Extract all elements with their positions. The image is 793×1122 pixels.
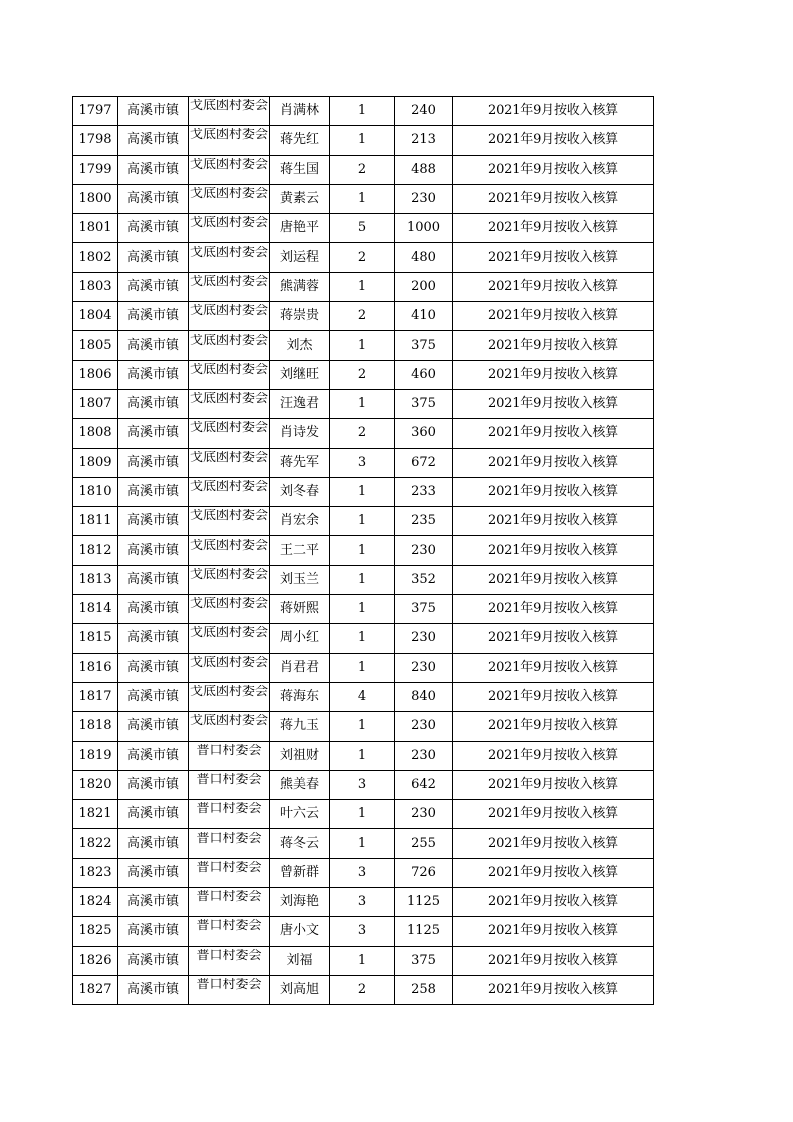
note-cell: 2021年9月按收入核算 — [453, 682, 654, 711]
table-row — [73, 302, 654, 331]
row-number-cell: 1807 — [73, 389, 118, 418]
person-name-cell: 刘冬春 — [270, 477, 330, 506]
note-cell: 2021年9月按收入核算 — [453, 272, 654, 301]
village-committee-label: 戈底凼村委会 — [189, 362, 268, 377]
village-committee-cell — [189, 888, 270, 917]
table-row — [73, 331, 654, 360]
household-count-cell: 1 — [330, 389, 395, 418]
row-number-cell: 1821 — [73, 800, 118, 829]
village-committee-label: 戈底凼村委会 — [189, 597, 268, 612]
note-cell: 2021年9月按收入核算 — [453, 741, 654, 770]
village-committee-cell — [189, 184, 270, 213]
person-name-cell: 蒋冬云 — [270, 829, 330, 858]
person-name-cell: 刘杰 — [270, 331, 330, 360]
village-committee-cell — [189, 595, 270, 624]
person-name-cell: 蒋生国 — [270, 155, 330, 184]
amount-cell: 642 — [395, 770, 453, 799]
row-number-cell: 1822 — [73, 829, 118, 858]
table-row — [73, 829, 654, 858]
amount-cell: 235 — [395, 507, 453, 536]
table-row — [73, 858, 654, 887]
household-count-cell: 3 — [330, 448, 395, 477]
note-cell: 2021年9月按收入核算 — [453, 536, 654, 565]
household-count-cell: 1 — [330, 741, 395, 770]
village-committee-label: 戈底凼村委会 — [189, 333, 268, 348]
note-cell: 2021年9月按收入核算 — [453, 155, 654, 184]
table-row — [73, 389, 654, 418]
person-name-cell: 熊满蓉 — [270, 272, 330, 301]
table-row — [73, 741, 654, 770]
row-number-cell: 1800 — [73, 184, 118, 213]
village-committee-label: 戈底凼村委会 — [189, 99, 268, 114]
town-cell: 高溪市镇 — [118, 360, 189, 389]
amount-cell: 460 — [395, 360, 453, 389]
town-cell: 高溪市镇 — [118, 741, 189, 770]
household-count-cell: 1 — [330, 595, 395, 624]
household-count-cell: 2 — [330, 243, 395, 272]
town-cell: 高溪市镇 — [118, 214, 189, 243]
village-committee-label: 戈底凼村委会 — [189, 685, 268, 700]
town-cell: 高溪市镇 — [118, 946, 189, 975]
row-number-cell: 1803 — [73, 272, 118, 301]
person-name-cell: 熊美春 — [270, 770, 330, 799]
row-number-cell: 1816 — [73, 653, 118, 682]
person-name-cell: 黄素云 — [270, 184, 330, 213]
household-count-cell: 2 — [330, 302, 395, 331]
household-count-cell: 4 — [330, 682, 395, 711]
row-number-cell: 1809 — [73, 448, 118, 477]
household-count-cell: 1 — [330, 126, 395, 155]
village-committee-cell — [189, 536, 270, 565]
amount-cell: 488 — [395, 155, 453, 184]
table-row — [73, 507, 654, 536]
row-number-cell: 1813 — [73, 565, 118, 594]
village-committee-cell — [189, 829, 270, 858]
village-committee-label: 戈底凼村委会 — [189, 274, 268, 289]
table-row — [73, 536, 654, 565]
note-cell: 2021年9月按收入核算 — [453, 946, 654, 975]
village-committee-label: 普口村委会 — [196, 860, 262, 875]
person-name-cell: 叶六云 — [270, 800, 330, 829]
note-cell: 2021年9月按收入核算 — [453, 302, 654, 331]
row-number-cell: 1798 — [73, 126, 118, 155]
person-name-cell: 唐小文 — [270, 917, 330, 946]
town-cell: 高溪市镇 — [118, 184, 189, 213]
table-row — [73, 155, 654, 184]
amount-cell: 213 — [395, 126, 453, 155]
note-cell: 2021年9月按收入核算 — [453, 624, 654, 653]
person-name-cell: 汪逸君 — [270, 389, 330, 418]
village-committee-cell — [189, 946, 270, 975]
note-cell: 2021年9月按收入核算 — [453, 360, 654, 389]
village-committee-label: 戈底凼村委会 — [189, 655, 268, 670]
town-cell: 高溪市镇 — [118, 653, 189, 682]
table-row — [73, 214, 654, 243]
person-name-cell: 肖诗发 — [270, 419, 330, 448]
row-number-cell: 1802 — [73, 243, 118, 272]
table-body — [73, 97, 654, 1005]
household-count-cell: 2 — [330, 360, 395, 389]
note-cell: 2021年9月按收入核算 — [453, 917, 654, 946]
table-row — [73, 595, 654, 624]
town-cell: 高溪市镇 — [118, 712, 189, 741]
amount-cell: 200 — [395, 272, 453, 301]
town-cell: 高溪市镇 — [118, 800, 189, 829]
row-number-cell: 1820 — [73, 770, 118, 799]
village-committee-cell — [189, 770, 270, 799]
amount-cell: 258 — [395, 975, 453, 1004]
household-count-cell: 1 — [330, 184, 395, 213]
row-number-cell: 1808 — [73, 419, 118, 448]
village-committee-label: 戈底凼村委会 — [189, 245, 268, 260]
table-row — [73, 448, 654, 477]
amount-cell: 233 — [395, 477, 453, 506]
village-committee-cell — [189, 126, 270, 155]
town-cell: 高溪市镇 — [118, 302, 189, 331]
household-count-cell: 1 — [330, 624, 395, 653]
town-cell: 高溪市镇 — [118, 565, 189, 594]
row-number-cell: 1819 — [73, 741, 118, 770]
person-name-cell: 蒋崇贵 — [270, 302, 330, 331]
table-row — [73, 126, 654, 155]
amount-cell: 230 — [395, 536, 453, 565]
amount-cell: 480 — [395, 243, 453, 272]
village-committee-cell — [189, 331, 270, 360]
person-name-cell: 刘高旭 — [270, 975, 330, 1004]
household-count-cell: 1 — [330, 565, 395, 594]
town-cell: 高溪市镇 — [118, 858, 189, 887]
note-cell: 2021年9月按收入核算 — [453, 243, 654, 272]
town-cell: 高溪市镇 — [118, 477, 189, 506]
person-name-cell: 刘继旺 — [270, 360, 330, 389]
note-cell: 2021年9月按收入核算 — [453, 126, 654, 155]
amount-cell: 230 — [395, 624, 453, 653]
amount-cell: 375 — [395, 389, 453, 418]
village-committee-label: 普口村委会 — [196, 948, 262, 963]
table-row — [73, 653, 654, 682]
person-name-cell: 蒋先军 — [270, 448, 330, 477]
village-committee-label: 普口村委会 — [196, 743, 262, 758]
row-number-cell: 1823 — [73, 858, 118, 887]
village-committee-label: 戈底凼村委会 — [189, 128, 268, 143]
note-cell: 2021年9月按收入核算 — [453, 888, 654, 917]
town-cell: 高溪市镇 — [118, 829, 189, 858]
row-number-cell: 1826 — [73, 946, 118, 975]
row-number-cell: 1811 — [73, 507, 118, 536]
household-count-cell: 3 — [330, 888, 395, 917]
village-committee-label: 戈底凼村委会 — [189, 626, 268, 641]
table-row — [73, 712, 654, 741]
household-count-cell: 1 — [330, 712, 395, 741]
amount-cell: 230 — [395, 800, 453, 829]
village-committee-cell — [189, 419, 270, 448]
village-committee-cell — [189, 477, 270, 506]
note-cell: 2021年9月按收入核算 — [453, 975, 654, 1004]
note-cell: 2021年9月按收入核算 — [453, 214, 654, 243]
row-number-cell: 1804 — [73, 302, 118, 331]
village-committee-label: 普口村委会 — [196, 919, 262, 934]
town-cell: 高溪市镇 — [118, 389, 189, 418]
person-name-cell: 唐艳平 — [270, 214, 330, 243]
village-committee-cell — [189, 302, 270, 331]
town-cell: 高溪市镇 — [118, 272, 189, 301]
amount-cell: 672 — [395, 448, 453, 477]
village-committee-cell — [189, 624, 270, 653]
household-count-cell: 1 — [330, 477, 395, 506]
table-row — [73, 97, 654, 126]
village-committee-cell — [189, 97, 270, 126]
person-name-cell: 肖满林 — [270, 97, 330, 126]
village-committee-cell — [189, 214, 270, 243]
amount-cell: 410 — [395, 302, 453, 331]
town-cell: 高溪市镇 — [118, 243, 189, 272]
village-committee-cell — [189, 243, 270, 272]
table-row — [73, 477, 654, 506]
person-name-cell: 刘海艳 — [270, 888, 330, 917]
household-count-cell: 2 — [330, 419, 395, 448]
person-name-cell: 蒋先红 — [270, 126, 330, 155]
person-name-cell: 周小红 — [270, 624, 330, 653]
village-committee-cell — [189, 682, 270, 711]
note-cell: 2021年9月按收入核算 — [453, 770, 654, 799]
table-row — [73, 800, 654, 829]
person-name-cell: 曾新群 — [270, 858, 330, 887]
amount-cell: 726 — [395, 858, 453, 887]
village-committee-label: 普口村委会 — [196, 772, 262, 787]
household-count-cell: 1 — [330, 829, 395, 858]
row-number-cell: 1810 — [73, 477, 118, 506]
town-cell: 高溪市镇 — [118, 448, 189, 477]
town-cell: 高溪市镇 — [118, 155, 189, 184]
person-name-cell: 蒋海东 — [270, 682, 330, 711]
person-name-cell: 蒋九玉 — [270, 712, 330, 741]
village-committee-cell — [189, 360, 270, 389]
note-cell: 2021年9月按收入核算 — [453, 477, 654, 506]
village-committee-label: 戈底凼村委会 — [189, 567, 268, 582]
village-committee-cell — [189, 975, 270, 1004]
row-number-cell: 1805 — [73, 331, 118, 360]
village-committee-cell — [189, 741, 270, 770]
village-committee-cell — [189, 858, 270, 887]
table-row — [73, 946, 654, 975]
village-committee-cell — [189, 448, 270, 477]
amount-cell: 240 — [395, 97, 453, 126]
table-row — [73, 243, 654, 272]
village-committee-label: 戈底凼村委会 — [189, 392, 268, 407]
person-name-cell: 刘运程 — [270, 243, 330, 272]
village-committee-label: 戈底凼村委会 — [189, 157, 268, 172]
amount-cell: 840 — [395, 682, 453, 711]
row-number-cell: 1799 — [73, 155, 118, 184]
amount-cell: 230 — [395, 712, 453, 741]
amount-cell: 255 — [395, 829, 453, 858]
row-number-cell: 1824 — [73, 888, 118, 917]
household-count-cell: 2 — [330, 155, 395, 184]
note-cell: 2021年9月按收入核算 — [453, 829, 654, 858]
town-cell: 高溪市镇 — [118, 682, 189, 711]
table-row — [73, 888, 654, 917]
relief-roster-table — [72, 96, 654, 1005]
household-count-cell: 1 — [330, 653, 395, 682]
note-cell: 2021年9月按收入核算 — [453, 419, 654, 448]
household-count-cell: 2 — [330, 975, 395, 1004]
town-cell: 高溪市镇 — [118, 507, 189, 536]
person-name-cell: 蒋妍熙 — [270, 595, 330, 624]
row-number-cell: 1815 — [73, 624, 118, 653]
amount-cell: 1000 — [395, 214, 453, 243]
town-cell: 高溪市镇 — [118, 917, 189, 946]
household-count-cell: 1 — [330, 946, 395, 975]
amount-cell: 375 — [395, 946, 453, 975]
village-committee-label: 戈底凼村委会 — [189, 714, 268, 729]
table-row — [73, 419, 654, 448]
village-committee-cell — [189, 565, 270, 594]
note-cell: 2021年9月按收入核算 — [453, 565, 654, 594]
village-committee-cell — [189, 712, 270, 741]
town-cell: 高溪市镇 — [118, 595, 189, 624]
row-number-cell: 1814 — [73, 595, 118, 624]
note-cell: 2021年9月按收入核算 — [453, 184, 654, 213]
household-count-cell: 1 — [330, 536, 395, 565]
row-number-cell: 1818 — [73, 712, 118, 741]
amount-cell: 1125 — [395, 917, 453, 946]
table-row — [73, 917, 654, 946]
row-number-cell: 1801 — [73, 214, 118, 243]
village-committee-label: 普口村委会 — [196, 831, 262, 846]
village-committee-cell — [189, 389, 270, 418]
village-committee-cell — [189, 507, 270, 536]
row-number-cell: 1825 — [73, 917, 118, 946]
household-count-cell: 1 — [330, 800, 395, 829]
household-count-cell: 3 — [330, 770, 395, 799]
village-committee-label: 戈底凼村委会 — [189, 187, 268, 202]
household-count-cell: 1 — [330, 97, 395, 126]
note-cell: 2021年9月按收入核算 — [453, 507, 654, 536]
village-committee-label: 戈底凼村委会 — [189, 304, 268, 319]
village-committee-label: 戈底凼村委会 — [189, 538, 268, 553]
row-number-cell: 1817 — [73, 682, 118, 711]
household-count-cell: 5 — [330, 214, 395, 243]
person-name-cell: 刘玉兰 — [270, 565, 330, 594]
note-cell: 2021年9月按收入核算 — [453, 858, 654, 887]
amount-cell: 375 — [395, 331, 453, 360]
person-name-cell: 肖宏余 — [270, 507, 330, 536]
note-cell: 2021年9月按收入核算 — [453, 448, 654, 477]
village-committee-cell — [189, 917, 270, 946]
village-committee-cell — [189, 653, 270, 682]
household-count-cell: 3 — [330, 858, 395, 887]
village-committee-label: 普口村委会 — [196, 802, 262, 817]
amount-cell: 360 — [395, 419, 453, 448]
amount-cell: 230 — [395, 741, 453, 770]
amount-cell: 375 — [395, 595, 453, 624]
note-cell: 2021年9月按收入核算 — [453, 800, 654, 829]
table-row — [73, 360, 654, 389]
person-name-cell: 刘祖财 — [270, 741, 330, 770]
household-count-cell: 1 — [330, 272, 395, 301]
village-committee-cell — [189, 800, 270, 829]
town-cell: 高溪市镇 — [118, 126, 189, 155]
row-number-cell: 1812 — [73, 536, 118, 565]
amount-cell: 352 — [395, 565, 453, 594]
household-count-cell: 1 — [330, 507, 395, 536]
village-committee-label: 戈底凼村委会 — [189, 509, 268, 524]
town-cell: 高溪市镇 — [118, 97, 189, 126]
village-committee-cell — [189, 155, 270, 184]
person-name-cell: 肖君君 — [270, 653, 330, 682]
note-cell: 2021年9月按收入核算 — [453, 653, 654, 682]
village-committee-label: 普口村委会 — [196, 890, 262, 905]
table-row — [73, 272, 654, 301]
town-cell: 高溪市镇 — [118, 888, 189, 917]
amount-cell: 230 — [395, 653, 453, 682]
row-number-cell: 1827 — [73, 975, 118, 1004]
town-cell: 高溪市镇 — [118, 331, 189, 360]
town-cell: 高溪市镇 — [118, 975, 189, 1004]
town-cell: 高溪市镇 — [118, 419, 189, 448]
table-row — [73, 770, 654, 799]
village-committee-label: 戈底凼村委会 — [189, 216, 268, 231]
person-name-cell: 刘福 — [270, 946, 330, 975]
village-committee-cell — [189, 272, 270, 301]
table-row — [73, 975, 654, 1004]
row-number-cell: 1806 — [73, 360, 118, 389]
household-count-cell: 3 — [330, 917, 395, 946]
village-committee-label: 戈底凼村委会 — [189, 480, 268, 494]
note-cell: 2021年9月按收入核算 — [453, 97, 654, 126]
table-row — [73, 565, 654, 594]
amount-cell: 1125 — [395, 888, 453, 917]
village-committee-label: 普口村委会 — [196, 978, 262, 993]
household-count-cell: 1 — [330, 331, 395, 360]
note-cell: 2021年9月按收入核算 — [453, 712, 654, 741]
table-row — [73, 682, 654, 711]
note-cell: 2021年9月按收入核算 — [453, 331, 654, 360]
note-cell: 2021年9月按收入核算 — [453, 389, 654, 418]
town-cell: 高溪市镇 — [118, 624, 189, 653]
town-cell: 高溪市镇 — [118, 536, 189, 565]
amount-cell: 230 — [395, 184, 453, 213]
person-name-cell: 王二平 — [270, 536, 330, 565]
town-cell: 高溪市镇 — [118, 770, 189, 799]
village-committee-label: 戈底凼村委会 — [189, 450, 268, 465]
note-cell: 2021年9月按收入核算 — [453, 595, 654, 624]
village-committee-label: 戈底凼村委会 — [189, 421, 268, 436]
table-row — [73, 624, 654, 653]
row-number-cell: 1797 — [73, 97, 118, 126]
table-row — [73, 184, 654, 213]
